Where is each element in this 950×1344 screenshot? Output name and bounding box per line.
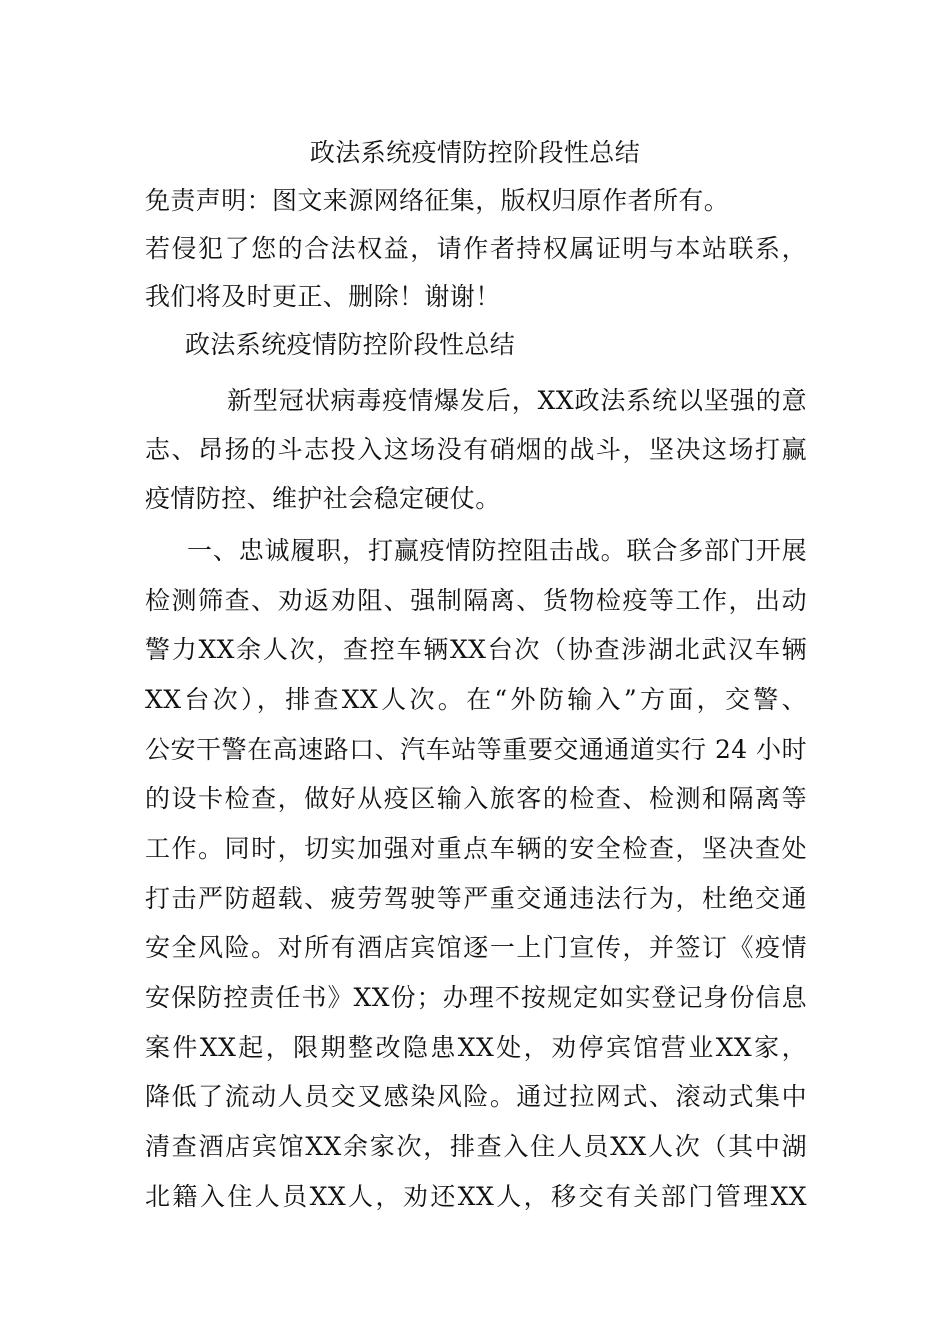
intro-line-2: 志、昂扬的斗志投入这场没有硝烟的战斗，坚决这场打赢 xyxy=(145,435,807,464)
disclaimer-line-2: 若侵犯了您的合法权益，请作者持权属证明与本站联系， xyxy=(145,234,807,263)
subtitle: 政法系统疫情防控阶段性总结 xyxy=(185,330,516,359)
section1-line-6: 的设卡检查，做好从疫区输入旅客的检查、检测和隔离等 xyxy=(145,784,807,813)
section1-line-5: 公安干警在高速路口、汽车站等重要交通通道实行 24 小时 xyxy=(145,735,807,764)
intro-line-1: 新型冠状病毒疫情爆发后，XX政法系统以坚强的意 xyxy=(227,386,807,415)
section1-line-3: 警力XX余人次，查控车辆XX台次（协查涉湖北武汉车辆 xyxy=(145,635,807,664)
section1-line-1: 一、忠诚履职，打赢疫情防控阻击战。联合多部门开展 xyxy=(187,536,807,565)
section1-line-4: XX台次），排查XX人次。在“外防输入”方面，交警、 xyxy=(145,685,807,714)
section1-line-14: 北籍入住人员XX人，劝还XX人，移交有关部门管理XX xyxy=(145,1182,807,1211)
section1-line-12: 降低了流动人员交叉感染风险。通过拉网式、滚动式集中 xyxy=(145,1082,807,1111)
section1-line-10: 安保防控责任书》XX份；办理不按规定如实登记身份信息 xyxy=(145,983,807,1012)
disclaimer-line-1: 免责声明：图文来源网络征集，版权归原作者所有。 xyxy=(145,186,730,215)
section1-line-11: 案件XX起，限期整改隐患XX处，劝停宾馆营业XX家， xyxy=(145,1033,807,1062)
section1-line-7: 工作。同时，切实加强对重点车辆的安全检查，坚决查处 xyxy=(145,834,807,863)
disclaimer-line-3: 我们将及时更正、删除！谢谢！ xyxy=(145,282,501,311)
section1-line-13: 清查酒店宾馆XX余家次，排查入住人员XX人次（其中湖 xyxy=(145,1132,807,1161)
section1-line-8: 打击严防超载、疲劳驾驶等严重交通违法行为，杜绝交通 xyxy=(145,884,807,913)
document-title: 政法系统疫情防控阶段性总结 xyxy=(309,138,641,167)
intro-line-3: 疫情防控、维护社会稳定硬仗。 xyxy=(145,484,501,513)
section1-line-2: 检测筛查、劝返劝阻、强制隔离、货物检疫等工作，出动 xyxy=(145,586,807,615)
section1-line-9: 安全风险。对所有酒店宾馆逐一上门宣传，并签订《疫情 xyxy=(145,933,807,962)
